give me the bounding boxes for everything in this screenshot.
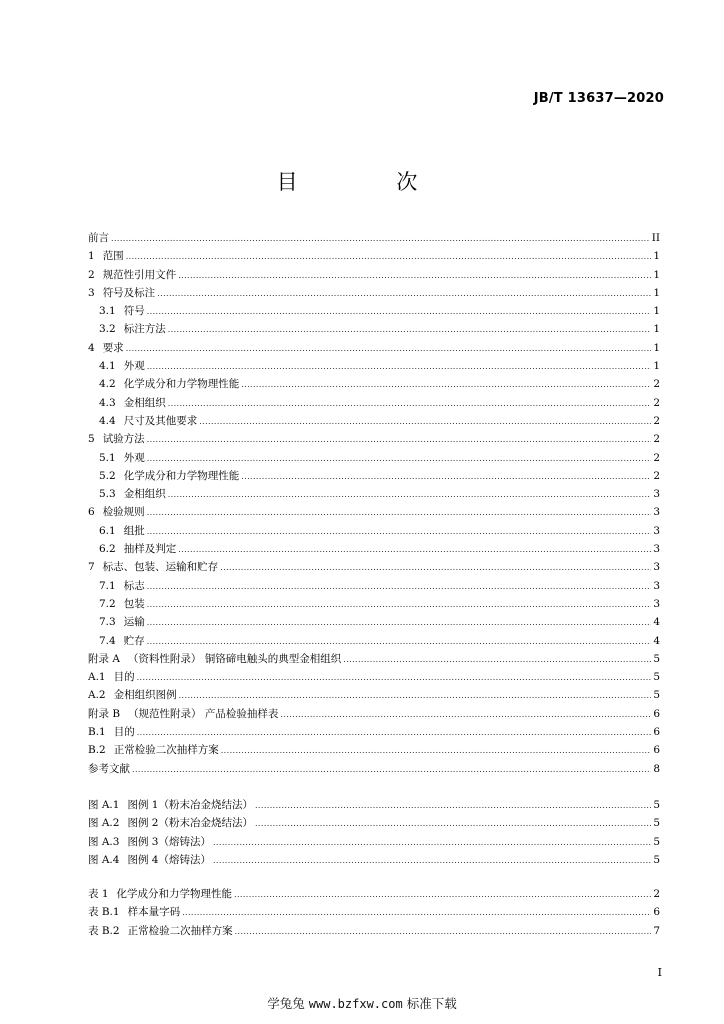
toc-entry[interactable] bbox=[88, 266, 660, 284]
toc-entry-number: 参考文献 bbox=[88, 762, 130, 775]
document-code: JB/T 13637—2020 bbox=[533, 91, 664, 106]
toc-entry-label: 目的 bbox=[113, 726, 135, 739]
toc-leader-dots bbox=[147, 303, 652, 321]
toc-entry-label: （资料性附录） 铜铬碲电触头的典型金相组织 bbox=[127, 652, 342, 665]
toc-entry[interactable] bbox=[88, 650, 660, 668]
toc-leader-dots bbox=[147, 578, 652, 596]
toc-entry-label: 标志 bbox=[123, 579, 145, 592]
toc-entry-number: 7.3 bbox=[99, 616, 116, 629]
toc-entry[interactable] bbox=[88, 394, 660, 412]
toc-entry[interactable] bbox=[88, 467, 660, 485]
toc-entry-number: 图 A.1 bbox=[88, 799, 120, 811]
toc-leader-dots bbox=[178, 541, 651, 559]
toc-entry-page: 3 bbox=[653, 543, 660, 556]
toc-entry-label: 化学成分和力学物理性能 bbox=[123, 469, 240, 482]
toc-entry-number: 1 bbox=[88, 250, 95, 263]
toc-figures bbox=[88, 796, 660, 869]
toc-leader-dots bbox=[132, 761, 651, 779]
toc-leader-dots bbox=[179, 687, 652, 705]
toc-entry-page: 6 bbox=[653, 707, 660, 720]
toc-entry-page: 2 bbox=[653, 378, 660, 391]
toc-leader-dots bbox=[280, 706, 651, 724]
toc-entry-number: A.1 bbox=[88, 671, 106, 684]
toc-entry-page: 1 bbox=[653, 323, 660, 336]
page-number: I bbox=[657, 966, 662, 979]
toc-entry-label: 组批 bbox=[123, 524, 145, 537]
toc-entry-page: 1 bbox=[653, 305, 660, 318]
toc-entry-label: 贮存 bbox=[123, 634, 145, 647]
toc-entry-page: 5 bbox=[653, 652, 660, 665]
toc-entry[interactable] bbox=[88, 922, 660, 940]
toc-entry-label: 图例 3（熔铸法） bbox=[127, 835, 211, 848]
toc-entry-label: 包装 bbox=[123, 597, 145, 610]
toc-leader-dots bbox=[157, 285, 651, 303]
toc-leader-dots bbox=[182, 904, 651, 922]
toc-leader-dots bbox=[137, 669, 652, 687]
toc-entry-page: 1 bbox=[653, 286, 660, 299]
toc-entry-page: 2 bbox=[653, 414, 660, 427]
toc-leader-dots bbox=[255, 797, 651, 815]
toc-leader-dots bbox=[126, 248, 652, 266]
toc-entry[interactable] bbox=[88, 686, 660, 704]
toc-entry-number: 表 1 bbox=[88, 888, 109, 900]
toc-entry-label: 标注方法 bbox=[123, 323, 166, 336]
toc-entry[interactable] bbox=[88, 449, 660, 467]
toc-entry[interactable] bbox=[88, 632, 660, 650]
toc-entry-number: 附录 A bbox=[88, 652, 120, 665]
toc-entry-number: 4.3 bbox=[99, 396, 116, 409]
toc-entry[interactable] bbox=[88, 796, 660, 814]
toc-leader-dots bbox=[343, 651, 651, 669]
toc-entry-label: 抽样及判定 bbox=[123, 543, 177, 556]
toc-entry[interactable] bbox=[88, 577, 660, 595]
toc-entry-label: 金相组织图例 bbox=[113, 689, 177, 702]
toc-entry[interactable] bbox=[88, 339, 660, 357]
toc-entry-page: 4 bbox=[653, 616, 660, 629]
toc-leader-dots bbox=[235, 923, 652, 941]
toc-entry-number: 4 bbox=[88, 341, 95, 354]
toc-entry-label: 目的 bbox=[113, 671, 135, 684]
toc-entry-number: 5.2 bbox=[99, 469, 116, 482]
toc-entry-label: 正常检验二次抽样方案 bbox=[127, 924, 233, 937]
toc-entry-label: 规范性引用文件 bbox=[102, 268, 177, 281]
watermark-url[interactable]: www.bzfxw.com bbox=[308, 997, 403, 1011]
toc-entry-number: 6.1 bbox=[99, 524, 116, 537]
toc-entry-page: 5 bbox=[653, 853, 660, 866]
toc-entry[interactable] bbox=[88, 485, 660, 503]
toc-entry-page: 1 bbox=[653, 250, 660, 263]
toc-entry-number: 3.1 bbox=[99, 305, 116, 318]
toc-leader-dots bbox=[213, 852, 651, 870]
toc-leader-dots bbox=[147, 596, 652, 614]
toc-entry-number: 表 B.2 bbox=[88, 924, 120, 937]
toc-entry-number: 5.1 bbox=[99, 451, 116, 464]
toc-entry[interactable] bbox=[88, 247, 660, 265]
toc-entry-label: 试验方法 bbox=[102, 433, 145, 446]
toc-entry-label: 图例 4（熔铸法） bbox=[127, 853, 211, 866]
toc-leader-dots bbox=[147, 358, 652, 376]
toc-entry-page: II bbox=[651, 232, 660, 244]
toc-entry[interactable] bbox=[88, 760, 660, 778]
toc-entry[interactable] bbox=[88, 522, 660, 540]
toc-entry[interactable] bbox=[88, 430, 660, 448]
toc-entry-label: 图例 2（粉末冶金烧结法） bbox=[127, 817, 253, 830]
toc-entry-number: 3 bbox=[88, 286, 95, 299]
toc-entry-page: 2 bbox=[653, 469, 660, 482]
toc-entry-label: 金相组织 bbox=[123, 488, 166, 501]
toc-entry-page: 5 bbox=[653, 799, 660, 811]
toc-entry-label: 正常检验二次抽样方案 bbox=[113, 744, 219, 757]
toc-entry-number: 图 A.2 bbox=[88, 817, 120, 830]
toc-leader-dots bbox=[234, 886, 651, 904]
toc-entry-page: 6 bbox=[653, 906, 660, 919]
toc-entry-page: 3 bbox=[653, 561, 660, 574]
toc-entry-page: 2 bbox=[653, 433, 660, 446]
toc-entry-page: 5 bbox=[653, 835, 660, 848]
toc-entry-page: 2 bbox=[653, 396, 660, 409]
toc-entry-label: 标志、包装、运输和贮存 bbox=[102, 561, 219, 574]
toc-entry[interactable] bbox=[88, 613, 660, 631]
toc-leader-dots bbox=[241, 468, 651, 486]
toc-entry-page: 1 bbox=[653, 268, 660, 281]
toc-leader-dots bbox=[220, 559, 651, 577]
toc-leader-dots bbox=[147, 504, 652, 522]
toc-entry-number: 图 A.3 bbox=[88, 835, 120, 848]
toc-leader-dots bbox=[199, 413, 651, 431]
toc-leader-dots bbox=[147, 431, 652, 449]
toc-entry[interactable] bbox=[88, 284, 660, 302]
toc-entry-number: B.1 bbox=[88, 726, 106, 739]
toc-entry-number: 4.1 bbox=[99, 360, 116, 373]
toc-entry-page: 5 bbox=[653, 671, 660, 684]
toc-entry[interactable] bbox=[88, 851, 660, 869]
toc-entry-label: 符号及标注 bbox=[102, 286, 156, 299]
toc-entry[interactable] bbox=[88, 540, 660, 558]
toc-entry-number: 6.2 bbox=[99, 543, 116, 556]
toc-entry-label: 化学成分和力学物理性能 bbox=[123, 378, 240, 391]
toc-sections bbox=[88, 229, 660, 778]
toc-leader-dots bbox=[178, 267, 651, 285]
toc-entry[interactable] bbox=[88, 668, 660, 686]
toc-entry-page: 1 bbox=[653, 341, 660, 354]
toc-leader-dots bbox=[213, 834, 651, 852]
toc-entry-page: 7 bbox=[653, 924, 660, 937]
toc-entry[interactable] bbox=[88, 558, 660, 576]
toc-entry[interactable] bbox=[88, 302, 660, 320]
toc-entry[interactable] bbox=[88, 320, 660, 338]
toc-entry-number: 7.2 bbox=[99, 597, 116, 610]
toc-entry-label: 图例 1（粉末冶金烧结法） bbox=[127, 799, 253, 811]
toc-entry-label: 化学成分和力学物理性能 bbox=[116, 888, 233, 900]
toc-entry-label: 尺寸及其他要求 bbox=[123, 414, 198, 427]
toc-leader-dots bbox=[147, 614, 652, 632]
toc-entry-page: 5 bbox=[653, 689, 660, 702]
toc-entry-label: 外观 bbox=[123, 360, 145, 373]
toc-leader-dots bbox=[111, 230, 650, 248]
toc-entry[interactable] bbox=[88, 412, 660, 430]
toc-entry-page: 3 bbox=[653, 506, 660, 519]
toc-entry-label: 符号 bbox=[123, 305, 145, 318]
toc-leader-dots bbox=[147, 633, 652, 651]
toc-entry[interactable] bbox=[88, 705, 660, 723]
toc-entry-number: 图 A.4 bbox=[88, 853, 120, 866]
toc-leader-dots bbox=[221, 742, 652, 760]
toc-entry-page: 4 bbox=[653, 634, 660, 647]
toc-entry-page: 6 bbox=[653, 726, 660, 739]
toc-entry-page: 3 bbox=[653, 488, 660, 501]
footer-watermark[interactable] bbox=[0, 994, 724, 1012]
toc-entry[interactable] bbox=[88, 833, 660, 851]
toc-leader-dots bbox=[241, 376, 651, 394]
toc-entry-page: 3 bbox=[653, 597, 660, 610]
toc-entry[interactable] bbox=[88, 375, 660, 393]
toc-entry-page: 1 bbox=[653, 360, 660, 373]
toc-entry-label: 外观 bbox=[123, 451, 145, 464]
toc-entry-label: 金相组织 bbox=[123, 396, 166, 409]
watermark-text-2: 标准下载 bbox=[406, 996, 457, 1011]
toc-entry-page: 3 bbox=[653, 524, 660, 537]
toc-entry[interactable] bbox=[88, 903, 660, 921]
toc-leader-dots bbox=[137, 724, 652, 742]
toc-entry-number: 6 bbox=[88, 506, 95, 519]
toc-entry-number: 5.3 bbox=[99, 488, 116, 501]
toc-entry[interactable] bbox=[88, 741, 660, 759]
toc-entry-page: 2 bbox=[653, 451, 660, 464]
toc-entry[interactable] bbox=[88, 595, 660, 613]
toc-entry[interactable] bbox=[88, 885, 660, 903]
toc-entry-number: 2 bbox=[88, 268, 95, 281]
page-title: 目 次 bbox=[276, 170, 448, 194]
toc-entry-label: （规范性附录） 产品检验抽样表 bbox=[128, 707, 279, 720]
toc-leader-dots bbox=[126, 340, 652, 358]
toc-entry-page: 6 bbox=[653, 744, 660, 757]
toc-entry-number: B.2 bbox=[88, 744, 106, 757]
toc-entry-number: 7.1 bbox=[99, 579, 116, 592]
toc-entry[interactable] bbox=[88, 723, 660, 741]
toc-entry-number: 表 B.1 bbox=[88, 906, 120, 919]
toc-entry[interactable] bbox=[88, 814, 660, 832]
toc-entry-number: 4.2 bbox=[99, 378, 116, 391]
toc-entry-number: 附录 B bbox=[88, 707, 121, 720]
toc-entry-label: 样本量字码 bbox=[127, 906, 181, 919]
toc-entry-number: 7.4 bbox=[99, 634, 116, 647]
toc-entry-page: 3 bbox=[653, 579, 660, 592]
toc-tables bbox=[88, 885, 660, 940]
toc-leader-dots bbox=[255, 815, 651, 833]
toc-entry[interactable] bbox=[88, 503, 660, 521]
toc-leader-dots bbox=[147, 523, 652, 541]
toc-entry-page: 5 bbox=[653, 817, 660, 830]
toc-entry-number: A.2 bbox=[88, 689, 106, 702]
watermark-text-1: 学兔兔 bbox=[267, 996, 305, 1011]
toc-entry[interactable] bbox=[88, 229, 660, 247]
toc-entry-number: 3.2 bbox=[99, 323, 116, 336]
toc-entry-label: 运输 bbox=[123, 616, 145, 629]
toc-entry-number: 前言 bbox=[88, 232, 109, 244]
toc-entry-label: 要求 bbox=[102, 341, 124, 354]
toc-leader-dots bbox=[168, 486, 652, 504]
toc-entry-number: 5 bbox=[88, 433, 95, 446]
toc-entry-page: 2 bbox=[653, 888, 660, 900]
toc-entry-page: 8 bbox=[653, 762, 660, 775]
toc-leader-dots bbox=[168, 321, 652, 339]
toc-leader-dots bbox=[168, 395, 652, 413]
toc-entry-label: 检验规则 bbox=[102, 506, 145, 519]
toc-leader-dots bbox=[147, 450, 652, 468]
toc-entry-label: 范围 bbox=[102, 250, 124, 263]
toc-entry-number: 4.4 bbox=[99, 414, 116, 427]
toc-entry[interactable] bbox=[88, 357, 660, 375]
toc-entry-number: 7 bbox=[88, 561, 95, 574]
